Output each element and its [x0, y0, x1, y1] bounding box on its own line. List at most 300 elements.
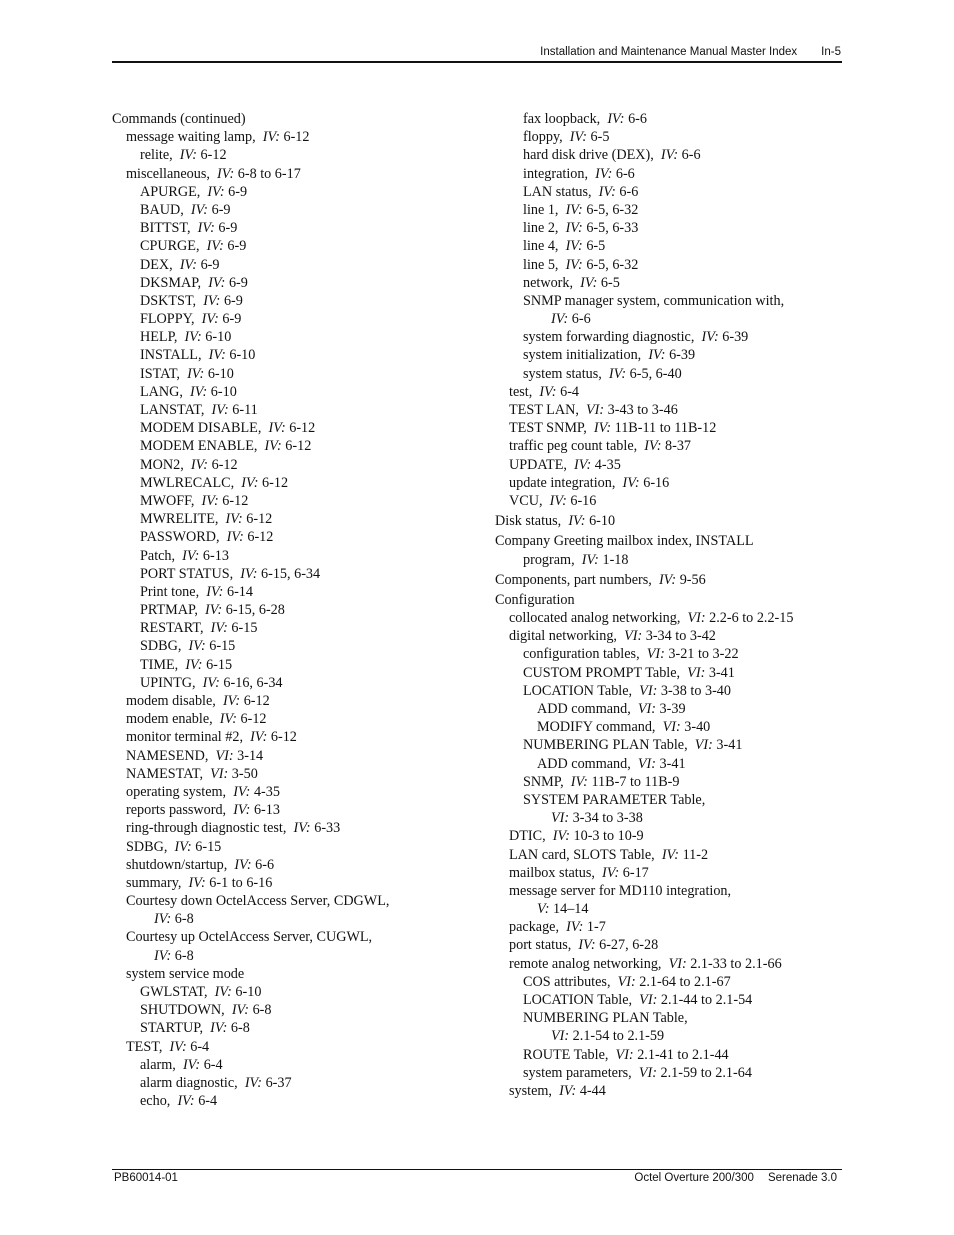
page-ref: 6-10 — [229, 347, 256, 364]
index-term: system parameters, — [523, 1064, 632, 1081]
volume-ref: IV: — [169, 1038, 187, 1055]
index-term: PASSWORD, — [140, 529, 220, 546]
index-term: MWRELITE, — [140, 511, 219, 528]
index-entry — [112, 619, 492, 637]
index-entry — [495, 809, 875, 827]
page-ref: 2.1-59 to 2.1-64 — [660, 1064, 752, 1081]
page-ref: 3-38 to 3-40 — [660, 682, 731, 699]
index-term: integration, — [523, 165, 589, 182]
page-ref: 6-6 — [571, 311, 591, 328]
index-entry — [495, 973, 875, 991]
footer-doc-number: PB60014-01 — [114, 1172, 178, 1184]
index-term: VCU, — [509, 492, 543, 509]
volume-ref: VI: — [215, 747, 234, 764]
volume-ref: IV: — [207, 183, 225, 200]
volume-ref: IV: — [559, 1082, 577, 1099]
index-term: LOCATION Table, — [523, 682, 633, 699]
index-entry — [112, 1074, 492, 1092]
index-entry — [112, 838, 492, 856]
index-entry — [112, 328, 492, 346]
index-term: alarm diagnostic, — [140, 1074, 238, 1091]
index-term: alarm, — [140, 1056, 176, 1073]
page-ref: 6-12 — [247, 529, 274, 546]
index-entry — [112, 947, 492, 965]
page-ref: 2.1-44 to 2.1-54 — [660, 992, 753, 1008]
volume-ref: VI: — [668, 955, 687, 972]
page-ref: 3-34 to 3-42 — [645, 628, 716, 645]
index-entry — [112, 1001, 492, 1019]
index-term: Disk status, — [495, 513, 562, 530]
footer-rule — [112, 1169, 842, 1170]
volume-ref: IV: — [565, 238, 583, 255]
volume-ref: IV: — [264, 438, 282, 455]
index-entry — [495, 146, 875, 164]
page-ref: 10-3 to 10-9 — [573, 828, 644, 845]
index-term: echo, — [140, 1093, 171, 1110]
index-term: Courtesy up OctelAccess Server, CUGWL, — [126, 929, 373, 946]
page-ref: 6-1 to 6-16 — [209, 874, 273, 891]
index-entry — [112, 583, 492, 601]
index-term: RESTART, — [140, 620, 204, 637]
volume-ref: VI: — [646, 646, 665, 663]
page-ref: 6-15 — [231, 620, 258, 637]
index-entry — [495, 110, 875, 128]
index-term: fax loopback, — [523, 111, 601, 127]
index-term: remote analog networking, — [509, 955, 662, 972]
index-entry — [495, 437, 875, 455]
volume-ref: IV: — [197, 220, 215, 237]
index-entry — [112, 892, 492, 910]
index-term: HELP, — [140, 329, 178, 346]
index-entry — [112, 110, 492, 128]
index-term: line 4, — [523, 238, 559, 255]
index-term: LOCATION Table, — [523, 992, 633, 1008]
volume-ref: VI: — [637, 755, 656, 772]
index-entry — [112, 256, 492, 274]
page-ref: 3-43 to 3-46 — [607, 402, 678, 418]
index-entry — [112, 765, 492, 783]
index-term: package, — [509, 919, 560, 936]
index-term: relite, — [140, 147, 173, 164]
volume-ref: IV: — [580, 274, 598, 291]
index-entry — [495, 900, 875, 918]
index-entry — [495, 700, 875, 718]
volume-ref: IV: — [602, 864, 620, 881]
index-entry — [112, 274, 492, 292]
index-entry — [112, 819, 492, 837]
volume-ref: IV: — [179, 147, 197, 164]
index-term: hard disk drive (DEX), — [523, 147, 654, 164]
index-entry — [495, 1082, 875, 1100]
volume-ref: VI: — [639, 992, 658, 1008]
index-term: LAN status, — [523, 183, 592, 200]
page-ref: 6-11 — [232, 402, 258, 418]
page-ref: 6-4 — [198, 1093, 218, 1110]
index-entry — [112, 401, 492, 419]
index-entry — [495, 1064, 875, 1082]
volume-ref: IV: — [226, 529, 244, 546]
page-ref: 6-39 — [722, 329, 749, 346]
index-term: shutdown/startup, — [126, 856, 228, 873]
index-entry — [112, 310, 492, 328]
page-ref: 3-39 — [659, 701, 686, 717]
index-term: MODEM ENABLE, — [140, 438, 258, 455]
volume-ref: IV: — [203, 292, 221, 309]
volume-ref: IV: — [644, 438, 662, 455]
header-rule — [112, 61, 842, 63]
page-ref: 6-14 — [226, 583, 253, 600]
volume-ref: IV: — [578, 937, 596, 954]
index-term: MODEM DISABLE, — [140, 420, 262, 437]
index-term: MODIFY command, — [537, 719, 656, 736]
volume-ref: IV: — [154, 911, 172, 928]
volume-ref: IV: — [660, 147, 679, 164]
index-entry — [112, 747, 492, 765]
page-ref: 6-4 — [190, 1038, 210, 1055]
index-entry — [112, 201, 492, 219]
page-ref: 6-15 — [206, 656, 233, 673]
index-term: monitor terminal #2, — [126, 729, 244, 746]
page-ref: 6-33 — [314, 820, 341, 837]
page-ref: 6-15, 6-34 — [261, 565, 321, 582]
volume-ref: IV: — [187, 365, 205, 382]
index-term: SDBG, — [126, 838, 168, 855]
index-entry — [112, 219, 492, 237]
volume-ref: IV: — [208, 274, 226, 291]
index-entry — [112, 565, 492, 583]
index-entry — [112, 674, 492, 692]
index-term: BAUD, — [140, 201, 184, 218]
index-term: Configuration — [495, 591, 575, 608]
volume-ref: IV: — [661, 846, 680, 863]
page-ref: 4-44 — [579, 1082, 606, 1099]
page-ref: 6-15 — [209, 638, 236, 655]
page-ref: 6-9 — [223, 292, 243, 309]
index-entry — [495, 755, 875, 773]
page-ref: 2.1-33 to 2.1-66 — [690, 955, 782, 972]
index-term: MWLRECALC, — [140, 474, 235, 491]
index-term: DSKTST, — [140, 292, 197, 309]
index-term: ROUTE Table, — [523, 1046, 609, 1063]
index-entry — [495, 591, 875, 609]
index-term: ADD command, — [537, 701, 631, 717]
index-entry — [112, 146, 492, 164]
index-term: reports password, — [126, 802, 227, 819]
page-ref: 6-12 — [240, 711, 267, 728]
volume-ref: VI: — [639, 682, 658, 699]
index-term: NUMBERING PLAN Table, — [523, 737, 688, 754]
page-ref: 4-35 — [594, 456, 621, 473]
page-ref: 6-6 — [615, 165, 635, 182]
page-ref: 6-15, 6-28 — [225, 602, 285, 619]
page-ref: 6-12 — [283, 129, 310, 146]
index-entry — [112, 983, 492, 1001]
page-ref: 6-5, 6-40 — [629, 365, 682, 382]
page-ref: 4-35 — [253, 783, 280, 800]
index-term: MWOFF, — [140, 492, 195, 509]
index-entry — [112, 419, 492, 437]
index-term: Commands (continued) — [112, 111, 246, 127]
page-ref: 6-8 — [174, 947, 194, 964]
index-entry — [495, 791, 875, 809]
index-term: digital networking, — [509, 628, 617, 645]
volume-ref: IV: — [565, 220, 583, 237]
index-term: SHUTDOWN, — [140, 1002, 225, 1019]
index-term: INSTALL, — [140, 347, 202, 364]
index-entry — [495, 627, 875, 645]
index-term: TEST LAN, — [509, 402, 579, 418]
index-term: network, — [523, 274, 574, 291]
index-term: GWLSTAT, — [140, 984, 208, 1000]
index-entry — [495, 864, 875, 882]
index-term: Company Greeting mailbox index, INSTALL — [495, 533, 754, 550]
index-term: SDBG, — [140, 638, 182, 655]
volume-ref: IV: — [174, 838, 192, 855]
index-column-right — [495, 110, 875, 1100]
volume-ref: IV: — [234, 856, 252, 873]
index-entry — [495, 936, 875, 954]
page-ref: 6-10 — [210, 383, 237, 400]
page-ref: 6-12 — [270, 729, 297, 746]
volume-ref: IV: — [177, 1093, 195, 1110]
page-ref: 3-41 — [708, 664, 735, 681]
index-term: STARTUP, — [140, 1020, 204, 1037]
volume-ref: IV: — [184, 329, 202, 346]
index-entry — [495, 827, 875, 845]
index-entry — [112, 346, 492, 364]
page-ref: 6-6 — [255, 856, 275, 873]
page-ref: 6-4 — [203, 1056, 223, 1073]
index-entry — [495, 183, 875, 201]
index-entry — [495, 882, 875, 900]
page-ref: 6-6 — [619, 183, 639, 200]
page-ref: 6-39 — [669, 347, 696, 364]
volume-ref: IV: — [206, 238, 224, 255]
index-term: Print tone, — [140, 583, 200, 600]
page-ref: 14–14 — [553, 901, 589, 918]
index-entry — [112, 783, 492, 801]
index-term: operating system, — [126, 783, 227, 800]
index-entry — [495, 365, 875, 383]
index-entry — [112, 183, 492, 201]
page-ref: 6-5, 6-32 — [586, 256, 639, 273]
index-term: LANSTAT, — [140, 402, 205, 418]
index-entry — [495, 474, 875, 492]
volume-ref: IV: — [222, 693, 241, 709]
volume-ref: VI: — [687, 664, 706, 681]
index-entry — [495, 991, 875, 1009]
index-entry — [495, 310, 875, 328]
index-term: UPINTG, — [140, 674, 196, 691]
volume-ref: IV: — [244, 1074, 263, 1091]
page-ref: 6-9 — [228, 274, 248, 291]
volume-ref: IV: — [551, 311, 569, 328]
index-term: message server for MD110 integration, — [509, 882, 732, 899]
volume-ref: IV: — [188, 638, 206, 655]
index-entry — [112, 692, 492, 710]
page-ref: 3-34 to 3-38 — [572, 810, 643, 827]
page-ref: 3-21 to 3-22 — [668, 646, 739, 663]
volume-ref: VI: — [617, 973, 636, 990]
volume-ref: IV: — [188, 874, 206, 891]
index-entry — [495, 328, 875, 346]
index-term: update integration, — [509, 474, 616, 491]
index-entry — [112, 292, 492, 310]
volume-ref: IV: — [570, 773, 588, 790]
volume-ref: IV: — [565, 201, 583, 218]
volume-ref: IV: — [581, 551, 599, 568]
header-title: Installation and Maintenance Manual Master Index — [540, 46, 798, 58]
index-entry — [495, 846, 875, 864]
page-ref: 6-17 — [622, 864, 649, 881]
index-term: TEST SNMP, — [509, 420, 587, 437]
volume-ref: VI: — [210, 765, 229, 782]
index-entry — [495, 532, 875, 550]
page-ref: 2.2-6 to 2.2-15 — [709, 610, 794, 627]
page-ref: 1-18 — [602, 551, 629, 568]
page-ref: 6-13 — [202, 547, 229, 564]
index-entry — [112, 437, 492, 455]
index-entry — [495, 256, 875, 274]
volume-ref: VI: — [687, 610, 706, 627]
index-term: PRTMAP, — [140, 602, 198, 619]
index-term: MON2, — [140, 456, 184, 473]
index-term: PORT STATUS, — [140, 565, 234, 582]
page-ref: 3-50 — [231, 765, 258, 782]
page-ref: 6-10 — [235, 984, 262, 1000]
header-page-number: In-5 — [821, 46, 841, 58]
page-ref: 6-8 to 6-17 — [237, 165, 301, 182]
page-ref: 1-7 — [586, 919, 606, 936]
index-term: system forwarding diagnostic, — [523, 329, 695, 346]
volume-ref: IV: — [241, 474, 259, 491]
index-term: miscellaneous, — [126, 165, 210, 182]
volume-ref: IV: — [293, 820, 311, 837]
volume-ref: IV: — [268, 420, 286, 437]
index-term: traffic peg count table, — [509, 438, 638, 455]
index-entry — [495, 1027, 875, 1045]
volume-ref: IV: — [565, 256, 583, 273]
index-entry — [112, 510, 492, 528]
index-entry — [495, 664, 875, 682]
page-ref: 6-9 — [222, 311, 242, 328]
volume-ref: IV: — [549, 492, 567, 509]
page-ref: 6-37 — [265, 1074, 292, 1091]
index-entry — [112, 1092, 492, 1110]
page-ref: 6-5 — [590, 129, 610, 146]
volume-ref: IV: — [598, 183, 616, 200]
index-term: NUMBERING PLAN Table, — [523, 1010, 688, 1027]
index-entry — [495, 682, 875, 700]
index-term: TEST, — [126, 1038, 163, 1055]
volume-ref: IV: — [201, 311, 219, 328]
volume-ref: IV: — [648, 347, 666, 364]
index-term: system service mode — [126, 965, 245, 982]
index-column-left — [112, 110, 492, 1110]
volume-ref: IV: — [190, 456, 209, 473]
index-entry — [112, 928, 492, 946]
page-ref: 6-12 — [211, 456, 238, 473]
index-term: APURGE, — [140, 183, 201, 200]
index-entry — [112, 710, 492, 728]
volume-ref: VI: — [694, 737, 713, 754]
volume-ref: IV: — [593, 420, 612, 437]
index-entry — [495, 918, 875, 936]
page-ref: 6-27, 6-28 — [599, 937, 659, 954]
index-entry — [112, 165, 492, 183]
index-term: message waiting lamp, — [126, 129, 256, 146]
index-term: line 5, — [523, 256, 559, 273]
volume-ref: IV: — [701, 329, 719, 346]
page-ref: 11-2 — [682, 846, 709, 863]
index-entry — [495, 773, 875, 791]
index-entry — [112, 1019, 492, 1037]
index-term: LANG, — [140, 383, 183, 400]
volume-ref: IV: — [201, 492, 219, 509]
index-entry — [112, 528, 492, 546]
volume-ref: VI: — [551, 1028, 570, 1045]
volume-ref: IV: — [607, 111, 625, 127]
index-term: Courtesy down OctelAccess Server, CDGWL, — [126, 893, 390, 910]
index-term: summary, — [126, 874, 182, 891]
index-entry — [112, 910, 492, 928]
page-ref: 11B-11 to 11B-12 — [614, 420, 717, 437]
footer-release: Serenade 3.0 — [767, 1172, 837, 1184]
volume-ref: IV: — [206, 583, 224, 600]
page-ref: 6-12 — [285, 438, 312, 455]
index-entry — [495, 512, 875, 530]
index-term: DEX, — [140, 256, 173, 273]
page-ref: 6-6 — [628, 111, 647, 127]
index-entry — [112, 656, 492, 674]
volume-ref: IV: — [231, 1002, 250, 1019]
page-ref: 6-16 — [643, 474, 670, 491]
page-ref: 3-14 — [237, 747, 264, 764]
index-entry — [495, 419, 875, 437]
page-ref: 6-10 — [207, 365, 234, 382]
index-term: configuration tables, — [523, 646, 640, 663]
index-entry — [112, 874, 492, 892]
volume-ref: IV: — [214, 984, 232, 1000]
index-entry — [112, 128, 492, 146]
index-term: COS attributes, — [523, 973, 611, 990]
page-ref: 6-9 — [218, 220, 238, 237]
index-entry — [495, 274, 875, 292]
volume-ref: VI: — [638, 1064, 657, 1081]
index-term: system initialization, — [523, 347, 642, 364]
volume-ref: IV: — [219, 711, 237, 728]
volume-ref: IV: — [574, 456, 592, 473]
index-term: FLOPPY, — [140, 311, 195, 328]
index-term: ADD command, — [537, 755, 631, 772]
index-entry — [495, 401, 875, 419]
page-ref: 6-10 — [589, 513, 616, 530]
index-term: LAN card, SLOTS Table, — [509, 846, 655, 863]
index-entry — [495, 609, 875, 627]
index-entry — [112, 856, 492, 874]
index-entry — [495, 492, 875, 510]
volume-ref: IV: — [210, 620, 228, 637]
index-entry — [495, 1046, 875, 1064]
index-term: DTIC, — [509, 828, 546, 845]
index-entry — [112, 456, 492, 474]
index-entry — [495, 201, 875, 219]
volume-ref: IV: — [566, 919, 584, 936]
index-entry — [112, 601, 492, 619]
index-entry — [112, 474, 492, 492]
index-entry — [112, 1056, 492, 1074]
volume-ref: IV: — [154, 947, 172, 964]
